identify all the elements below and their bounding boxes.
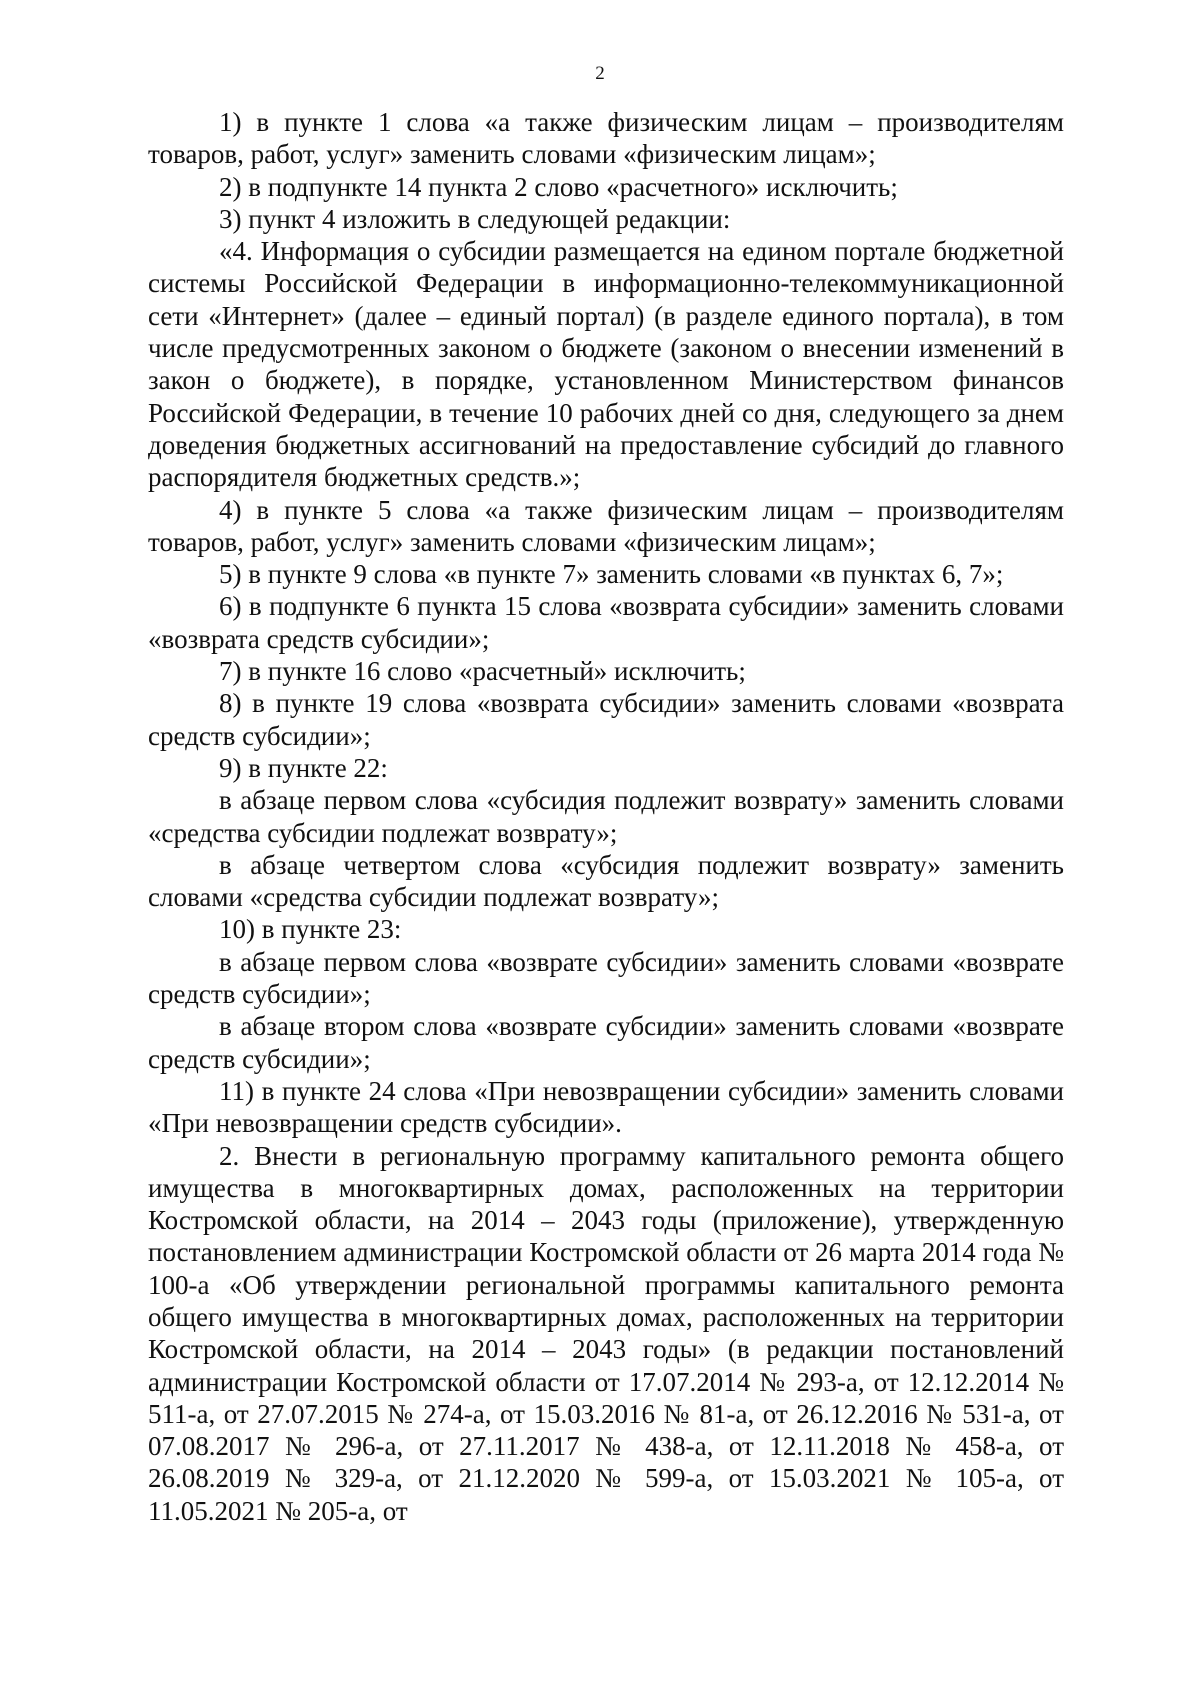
paragraph-item-7: 7) в пункте 16 слово «расчетный» исключить; xyxy=(219,656,746,687)
paragraph-item-6: 6) в подпункте 6 пункта 15 слова «возврата субсидии» заменить словами «возврата средств субсидии»; xyxy=(148,591,1064,654)
paragraph-item-4: 4) в пункте 5 слова «а также физическим лицам – производителям товаров, работ, услуг» заменить словами «физическим лицам»; xyxy=(148,494,1064,557)
paragraph-item-9: 9) в пункте 22: xyxy=(219,752,388,783)
paragraph-item-2: 2) в подпункте 14 пункта 2 слово «расчетного» исключить; xyxy=(219,171,898,202)
paragraph-item-10: 10) в пункте 23: xyxy=(219,914,402,945)
paragraph-item-10-first: в абзаце первом слова «возврате субсидии» заменить словами «возврате средств субсидии»; xyxy=(148,946,1064,1010)
paragraph-item-9-fourth: в абзаце четвертом слова «субсидия подлежит возврату» заменить словами «средства субсидии подлежат возврату»; xyxy=(148,849,1064,913)
paragraph-point-4-text: «4. Информация о субсидии размещается на едином портале бюджетной системы Российской Федерации в информационно-телекоммуникационной сети «Интернет» (далее – единый портал) (в разделе единого портала), в том числе предусмотренных законом о бюджете (законом о внесении изменений в закон о бюджете), в порядке, установленном Министерством финансов Российской Федерации, в течение 10 рабочих дней со дня, следующего за днем доведения бюджетных ассигнований на предоставление субсидий до главного распорядителя бюджетных средств.»; xyxy=(148,236,1064,493)
paragraph-item-3: 3) пункт 4 изложить в следующей редакции: xyxy=(219,203,731,234)
paragraph-item-1: 1) в пункте 1 слова «а также физическим лицам – производителям товаров, работ, услуг» заменить словами «физическим лицам»; xyxy=(148,107,1064,170)
paragraph-item-11: 11) в пункте 24 слова «При невозвращении субсидии» заменить словами «При невозвращении средств субсидии». xyxy=(148,1075,1064,1139)
paragraph-item-8: 8) в пункте 19 слова «возврата субсидии» заменить словами «возврата средств субсидии»; xyxy=(148,688,1064,751)
page-number: 2 xyxy=(595,63,605,84)
paragraph-item-10-second: в абзаце втором слова «возврате субсидии» заменить словами «возврате средств субсидии»; xyxy=(148,1011,1064,1074)
document-body xyxy=(148,106,1064,1527)
paragraph-section-2: 2. Внести в региональную программу капитального ремонта общего имущества в многоквартирных домах, расположенных на территории Костромской области, на 2014 – 2043 годы (приложение), утвержденную постановлением администрации Костромской области от 26 марта 2014 года № 100-а «Об утверждении региональной программы капитального ремонта общего имущества в многоквартирных домах, расположенных на территории Костромской области, на 2014 – 2043 годы» (в редакции постановлений администрации Костромской области от 17.07.2014 № 293-а, от 12.12.2014 № 511-а, от 27.07.2015 № 274-а, от 15.03.2016 № 81-а, от 26.12.2016 № 531-а, от 07.08.2017 № 296-а, от 27.11.2017 № 438-а, от 12.11.2018 № 458-а, от 26.08.2019 № 329-а, от 21.12.2020 № 599-а, от 15.03.2021 № 105-а, от 11.05.2021 № 205-а, от xyxy=(148,1140,1064,1526)
paragraph-item-9-first: в абзаце первом слова «субсидия подлежит возврату» заменить словами «средства субсидии подлежат возврату»; xyxy=(148,785,1064,848)
paragraph-item-5: 5) в пункте 9 слова «в пункте 7» заменить словами «в пунктах 6, 7»; xyxy=(219,559,1004,590)
